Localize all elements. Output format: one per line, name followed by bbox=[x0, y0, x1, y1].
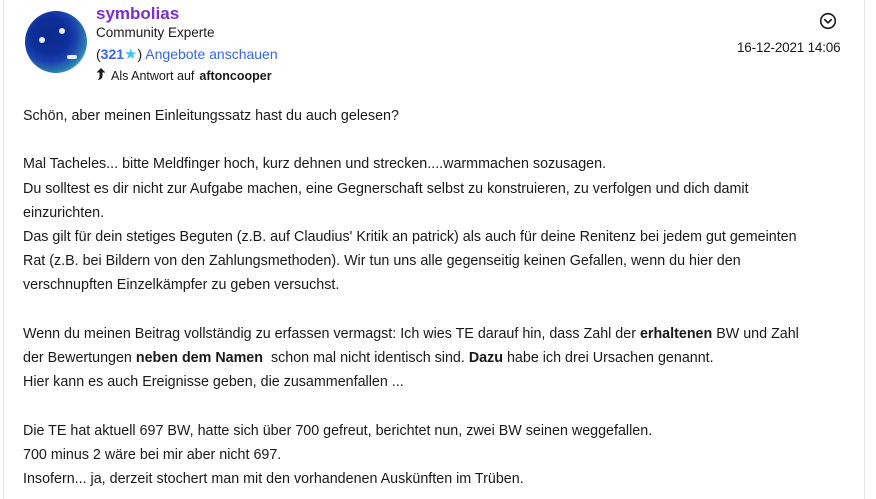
body-line bbox=[23, 346, 853, 370]
body-line: Hier kann es auch Ereignisse geben, die zusammenfallen ... bbox=[23, 374, 404, 391]
body-line: 700 minus 2 wäre bei mir aber nicht 697. bbox=[23, 446, 282, 463]
post-body bbox=[23, 104, 853, 491]
feedback-score-link[interactable]: 321 bbox=[100, 46, 125, 62]
text-span: BW und Zahl bbox=[712, 325, 799, 342]
rating-close-paren: ) bbox=[137, 46, 143, 62]
text-span: Wenn du meinen Beitrag vollständig zu erfassen vermagst: Ich wies TE darauf hin, dass Zahl der bbox=[23, 325, 640, 342]
user-avatar[interactable] bbox=[25, 11, 87, 73]
reply-prefix: Als Antwort auf bbox=[111, 69, 195, 83]
body-line: Das gilt für dein stetiges Beguten (z.B. auf Claudius' Kritik an patrick) als auch für deine Renitenz bei jedem gut gemeinten bbox=[23, 229, 797, 245]
reply-arrow-icon bbox=[96, 67, 106, 85]
star-icon: ★ bbox=[124, 46, 138, 63]
body-line: Rat (z.B. bei Bildern von den Zahlungsmethoden). Wir tun uns alle gegenseitig keinen Gefallen, wenn du hier den bbox=[23, 253, 741, 270]
author-username-link[interactable]: symbolias bbox=[96, 4, 180, 23]
post-timestamp: 16-12-2021 14:06 bbox=[737, 40, 841, 55]
avatar-detail bbox=[67, 55, 77, 59]
bold-text: neben dem Namen bbox=[135, 350, 263, 366]
bold-text: Dazu bbox=[468, 350, 503, 366]
post-options-button[interactable] bbox=[819, 12, 837, 30]
body-line: einzurichten. bbox=[23, 204, 105, 221]
view-offers-link[interactable]: Angebote anschauen bbox=[145, 46, 278, 62]
body-line bbox=[23, 322, 853, 346]
text-span: der Bewertungen bbox=[23, 350, 136, 366]
author-info bbox=[96, 4, 278, 85]
body-line: Insofern... ja, derzeit stochert man mit den vorhandenen Auskünften im Trüben. bbox=[23, 471, 524, 487]
avatar-detail bbox=[39, 37, 45, 43]
body-line: verschnupften Einzelkämpfer zu geben versuchst. bbox=[23, 277, 340, 294]
reply-to-user-link[interactable]: aftoncooper bbox=[199, 69, 272, 83]
author-rank: Community Experte bbox=[96, 25, 215, 40]
bold-text: erhaltenen bbox=[639, 325, 713, 342]
reply-to-line bbox=[96, 67, 278, 85]
body-line: Mal Tacheles... bitte Meldfinger hoch, kurz dehnen und strecken....warmmachen sozusagen. bbox=[23, 156, 607, 173]
body-line: Du solltest es dir nicht zur Aufgabe machen, eine Gegnerschaft selbst zu konstruieren, zu verfolgen und dich damit bbox=[23, 180, 749, 197]
text-span: habe ich drei Ursachen genannt. bbox=[503, 350, 714, 366]
avatar-detail bbox=[59, 28, 65, 34]
text-span: schon mal nicht identisch sind. bbox=[263, 350, 469, 366]
chevron-down-circle-icon bbox=[819, 17, 837, 34]
body-line: Die TE hat aktuell 697 BW, hatte sich über 700 gefreut, berichtet nun, zwei BW seinen weggefallen. bbox=[23, 422, 653, 439]
rating-open-paren: ( bbox=[96, 46, 101, 62]
rating-line bbox=[96, 44, 278, 65]
body-line: Schön, aber meinen Einleitungssatz hast du auch gelesen? bbox=[23, 108, 399, 124]
